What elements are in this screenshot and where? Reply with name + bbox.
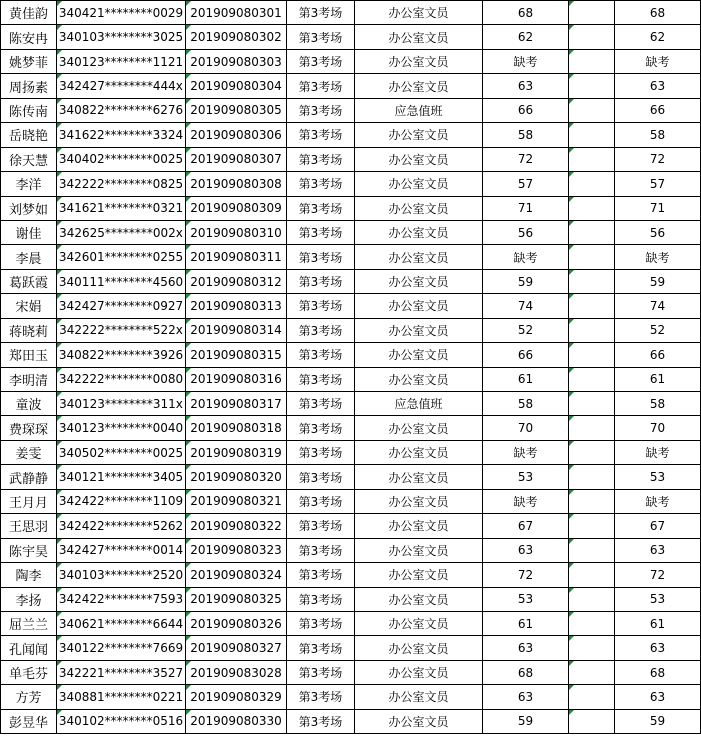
name-cell: 蒋晓莉 [1,318,57,342]
exam-number-cell: 201909080319 [186,440,287,464]
written-score-cell: 57 [483,172,569,196]
exam-number-cell: 201909080302 [186,25,287,49]
written-score-cell: 68 [483,1,569,25]
total-score-cell: 53 [615,465,701,489]
table-row [1,74,701,98]
id-number-cell: 340103********2520 [57,563,186,587]
written-score-cell: 62 [483,25,569,49]
name-cell: 郑田玉 [1,343,57,367]
total-score-cell: 63 [615,538,701,562]
position-cell: 办公室文员 [355,245,483,269]
id-number-cell: 340111********4560 [57,269,186,293]
exam-room-cell: 第3考场 [287,465,355,489]
total-score-cell: 缺考 [615,489,701,513]
written-score-cell: 63 [483,685,569,709]
written-score-cell: 59 [483,709,569,733]
name-cell: 李洋 [1,172,57,196]
exam-number-cell: 201909080318 [186,416,287,440]
position-cell: 办公室文员 [355,1,483,25]
written-score-cell: 71 [483,196,569,220]
exam-number-cell: 201909080323 [186,538,287,562]
table-row [1,465,701,489]
id-number-cell: 340402********0025 [57,147,186,171]
table-row [1,587,701,611]
exam-room-cell: 第3考场 [287,245,355,269]
total-score-cell: 58 [615,123,701,147]
name-cell: 刘梦如 [1,196,57,220]
exam-room-cell: 第3考场 [287,563,355,587]
total-score-cell: 59 [615,709,701,733]
position-cell: 办公室文员 [355,416,483,440]
exam-number-cell: 201909080317 [186,392,287,416]
total-score-cell: 63 [615,636,701,660]
blank-cell [569,685,615,709]
blank-cell [569,147,615,171]
table-row [1,685,701,709]
blank-cell [569,440,615,464]
position-cell: 办公室文员 [355,489,483,513]
name-cell: 姚梦菲 [1,49,57,73]
id-number-cell: 340421********0029 [57,1,186,25]
exam-room-cell: 第3考场 [287,74,355,98]
position-cell: 办公室文员 [355,709,483,733]
exam-room-cell: 第3考场 [287,367,355,391]
written-score-cell: 63 [483,538,569,562]
position-cell: 办公室文员 [355,147,483,171]
id-number-cell: 341621********0321 [57,196,186,220]
written-score-cell: 66 [483,343,569,367]
position-cell: 办公室文员 [355,25,483,49]
blank-cell [569,538,615,562]
blank-cell [569,318,615,342]
total-score-cell: 61 [615,611,701,635]
written-score-cell: 67 [483,514,569,538]
blank-cell [569,220,615,244]
table-row [1,392,701,416]
table-row [1,98,701,122]
exam-number-cell: 201909080322 [186,514,287,538]
written-score-cell: 53 [483,587,569,611]
name-cell: 费琛琛 [1,416,57,440]
exam-number-cell: 201909080316 [186,367,287,391]
total-score-cell: 58 [615,392,701,416]
name-cell: 谢佳 [1,220,57,244]
position-cell: 办公室文员 [355,660,483,684]
name-cell: 方芳 [1,685,57,709]
total-score-cell: 68 [615,660,701,684]
position-cell: 办公室文员 [355,269,483,293]
table-row [1,489,701,513]
exam-room-cell: 第3考场 [287,636,355,660]
exam-number-cell: 201909080307 [186,147,287,171]
exam-room-cell: 第3考场 [287,1,355,25]
blank-cell [569,294,615,318]
position-cell: 办公室文员 [355,440,483,464]
blank-cell [569,465,615,489]
blank-cell [569,269,615,293]
id-number-cell: 340103********3025 [57,25,186,49]
id-number-cell: 340123********0040 [57,416,186,440]
blank-cell [569,563,615,587]
total-score-cell: 56 [615,220,701,244]
blank-cell [569,196,615,220]
name-cell: 李扬 [1,587,57,611]
written-score-cell: 52 [483,318,569,342]
id-number-cell: 342601********0255 [57,245,186,269]
name-cell: 陈传南 [1,98,57,122]
name-cell: 陈宇昊 [1,538,57,562]
id-number-cell: 342222********0825 [57,172,186,196]
position-cell: 办公室文员 [355,538,483,562]
id-number-cell: 340822********6276 [57,98,186,122]
exam-room-cell: 第3考场 [287,392,355,416]
total-score-cell: 61 [615,367,701,391]
name-cell: 岳晓艳 [1,123,57,147]
exam-room-cell: 第3考场 [287,147,355,171]
table-row [1,343,701,367]
written-score-cell: 缺考 [483,489,569,513]
position-cell: 办公室文员 [355,514,483,538]
exam-number-cell: 201909080314 [186,318,287,342]
id-number-cell: 342422********1109 [57,489,186,513]
exam-number-cell: 201909080327 [186,636,287,660]
blank-cell [569,709,615,733]
id-number-cell: 342422********5262 [57,514,186,538]
id-number-cell: 340881********0221 [57,685,186,709]
blank-cell [569,245,615,269]
written-score-cell: 61 [483,367,569,391]
position-cell: 办公室文员 [355,636,483,660]
exam-number-cell: 201909080301 [186,1,287,25]
name-cell: 屈兰兰 [1,611,57,635]
name-cell: 李晨 [1,245,57,269]
name-cell: 李明清 [1,367,57,391]
total-score-cell: 62 [615,25,701,49]
exam-number-cell: 201909080330 [186,709,287,733]
table-row [1,1,701,25]
exam-room-cell: 第3考场 [287,489,355,513]
position-cell: 办公室文员 [355,685,483,709]
table-row [1,611,701,635]
table-row [1,172,701,196]
blank-cell [569,514,615,538]
position-cell: 办公室文员 [355,587,483,611]
exam-room-cell: 第3考场 [287,269,355,293]
blank-cell [569,367,615,391]
table-row [1,49,701,73]
blank-cell [569,587,615,611]
exam-room-cell: 第3考场 [287,660,355,684]
written-score-cell: 61 [483,611,569,635]
name-cell: 彭昱华 [1,709,57,733]
exam-number-cell: 201909080324 [186,563,287,587]
exam-room-cell: 第3考场 [287,220,355,244]
total-score-cell: 66 [615,98,701,122]
id-number-cell: 342625********002x [57,220,186,244]
table-row [1,709,701,733]
position-cell: 办公室文员 [355,49,483,73]
table-row [1,269,701,293]
table-row [1,123,701,147]
written-score-cell: 59 [483,269,569,293]
name-cell: 武静静 [1,465,57,489]
blank-cell [569,416,615,440]
written-score-cell: 70 [483,416,569,440]
exam-room-cell: 第3考场 [287,416,355,440]
exam-room-cell: 第3考场 [287,294,355,318]
table-row [1,636,701,660]
blank-cell [569,636,615,660]
exam-room-cell: 第3考场 [287,538,355,562]
table-row [1,660,701,684]
total-score-cell: 68 [615,1,701,25]
table-row [1,538,701,562]
id-number-cell: 342427********444x [57,74,186,98]
blank-cell [569,25,615,49]
blank-cell [569,489,615,513]
blank-cell [569,392,615,416]
written-score-cell: 53 [483,465,569,489]
total-score-cell: 53 [615,587,701,611]
id-number-cell: 340122********7669 [57,636,186,660]
position-cell: 办公室文员 [355,318,483,342]
exam-number-cell: 201909080312 [186,269,287,293]
exam-room-cell: 第3考场 [287,343,355,367]
written-score-cell: 74 [483,294,569,318]
exam-number-cell: 201909080310 [186,220,287,244]
written-score-cell: 58 [483,392,569,416]
exam-room-cell: 第3考场 [287,25,355,49]
exam-number-cell: 201909080321 [186,489,287,513]
position-cell: 应急值班 [355,98,483,122]
id-number-cell: 340102********0516 [57,709,186,733]
blank-cell [569,98,615,122]
total-score-cell: 71 [615,196,701,220]
exam-room-cell: 第3考场 [287,514,355,538]
id-number-cell: 342427********0014 [57,538,186,562]
exam-room-cell: 第3考场 [287,611,355,635]
name-cell: 单毛芬 [1,660,57,684]
table-row [1,440,701,464]
position-cell: 办公室文员 [355,367,483,391]
exam-number-cell: 201909080306 [186,123,287,147]
blank-cell [569,611,615,635]
exam-room-cell: 第3考场 [287,709,355,733]
written-score-cell: 缺考 [483,440,569,464]
total-score-cell: 52 [615,318,701,342]
table-row [1,514,701,538]
total-score-cell: 70 [615,416,701,440]
name-cell: 孔闻闻 [1,636,57,660]
table-row [1,220,701,244]
id-number-cell: 341622********3324 [57,123,186,147]
id-number-cell: 342222********522x [57,318,186,342]
total-score-cell: 缺考 [615,245,701,269]
blank-cell [569,49,615,73]
total-score-cell: 72 [615,563,701,587]
table-row [1,318,701,342]
position-cell: 办公室文员 [355,196,483,220]
total-score-cell: 66 [615,343,701,367]
exam-number-cell: 201909080326 [186,611,287,635]
position-cell: 办公室文员 [355,465,483,489]
table-row [1,294,701,318]
position-cell: 办公室文员 [355,123,483,147]
written-score-cell: 56 [483,220,569,244]
position-cell: 办公室文员 [355,220,483,244]
total-score-cell: 67 [615,514,701,538]
exam-room-cell: 第3考场 [287,98,355,122]
exam-number-cell: 201909080320 [186,465,287,489]
id-number-cell: 342222********0080 [57,367,186,391]
id-number-cell: 340121********3405 [57,465,186,489]
name-cell: 童波 [1,392,57,416]
exam-room-cell: 第3考场 [287,123,355,147]
table-row [1,563,701,587]
exam-number-cell: 201909080329 [186,685,287,709]
position-cell: 办公室文员 [355,563,483,587]
exam-number-cell: 201909080303 [186,49,287,73]
id-number-cell: 340621********6644 [57,611,186,635]
position-cell: 办公室文员 [355,343,483,367]
written-score-cell: 68 [483,660,569,684]
exam-room-cell: 第3考场 [287,587,355,611]
blank-cell [569,172,615,196]
position-cell: 办公室文员 [355,172,483,196]
exam-room-cell: 第3考场 [287,440,355,464]
written-score-cell: 72 [483,563,569,587]
id-number-cell: 340502********0025 [57,440,186,464]
name-cell: 王思羽 [1,514,57,538]
exam-number-cell: 201909080311 [186,245,287,269]
name-cell: 王月月 [1,489,57,513]
total-score-cell: 63 [615,74,701,98]
exam-number-cell: 201909080315 [186,343,287,367]
table-row [1,196,701,220]
position-cell: 办公室文员 [355,74,483,98]
exam-number-cell: 201909080313 [186,294,287,318]
total-score-cell: 缺考 [615,49,701,73]
table-body [1,1,701,734]
blank-cell [569,660,615,684]
exam-number-cell: 201909080304 [186,74,287,98]
table-row [1,416,701,440]
written-score-cell: 63 [483,636,569,660]
table-row [1,25,701,49]
exam-room-cell: 第3考场 [287,172,355,196]
position-cell: 办公室文员 [355,294,483,318]
exam-number-cell: 201909080305 [186,98,287,122]
total-score-cell: 63 [615,685,701,709]
table-row [1,367,701,391]
exam-room-cell: 第3考场 [287,49,355,73]
written-score-cell: 缺考 [483,49,569,73]
table-row [1,245,701,269]
id-number-cell: 340822********3926 [57,343,186,367]
written-score-cell: 缺考 [483,245,569,269]
blank-cell [569,343,615,367]
name-cell: 黄佳韵 [1,1,57,25]
name-cell: 葛跃霞 [1,269,57,293]
written-score-cell: 66 [483,98,569,122]
total-score-cell: 74 [615,294,701,318]
id-number-cell: 340123********311x [57,392,186,416]
name-cell: 徐天慧 [1,147,57,171]
blank-cell [569,123,615,147]
blank-cell [569,74,615,98]
name-cell: 周扬素 [1,74,57,98]
blank-cell [569,1,615,25]
name-cell: 宋娟 [1,294,57,318]
name-cell: 姜雯 [1,440,57,464]
table-row [1,147,701,171]
total-score-cell: 缺考 [615,440,701,464]
total-score-cell: 72 [615,147,701,171]
id-number-cell: 342221********3527 [57,660,186,684]
written-score-cell: 72 [483,147,569,171]
id-number-cell: 342427********0927 [57,294,186,318]
exam-room-cell: 第3考场 [287,318,355,342]
written-score-cell: 63 [483,74,569,98]
exam-number-cell: 201909080308 [186,172,287,196]
id-number-cell: 340123********1121 [57,49,186,73]
exam-room-cell: 第3考场 [287,196,355,220]
position-cell: 应急值班 [355,392,483,416]
total-score-cell: 57 [615,172,701,196]
written-score-cell: 58 [483,123,569,147]
exam-room-cell: 第3考场 [287,685,355,709]
name-cell: 陶李 [1,563,57,587]
exam-number-cell: 201909080309 [186,196,287,220]
total-score-cell: 59 [615,269,701,293]
id-number-cell: 342422********7593 [57,587,186,611]
exam-number-cell: 201909080325 [186,587,287,611]
exam-number-cell: 201909083028 [186,660,287,684]
name-cell: 陈安冉 [1,25,57,49]
position-cell: 办公室文员 [355,611,483,635]
